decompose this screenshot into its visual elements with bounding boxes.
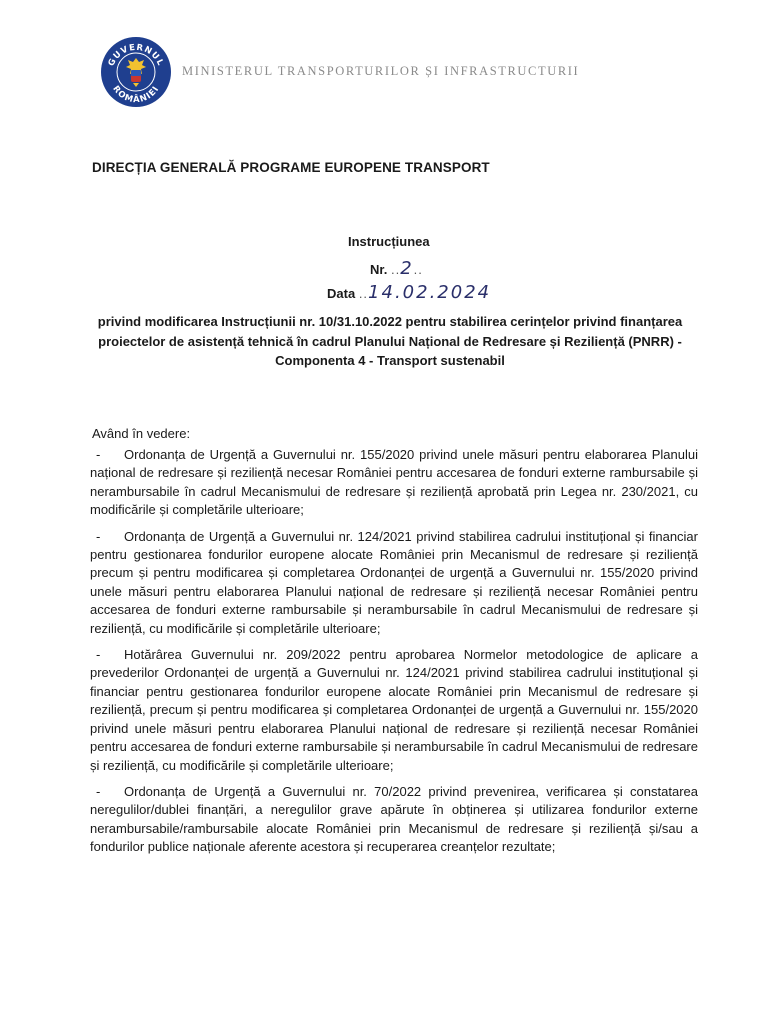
date-handwritten-value: 14.02.2024 (368, 282, 492, 303)
list-item (90, 783, 698, 857)
considering-intro: Având în vedere: (92, 426, 191, 441)
list-bullet: - (96, 528, 101, 544)
instruction-subject: privind modificarea Instrucțiunii nr. 10/31.10.2022 pentru stabilirea cerințelor privind finanțarea proiectelor de asistență tehnică în cadrul Planului Național de Redresare și Reziliență (PNRR) - Componenta 4 - Transport sustenabil (97, 314, 683, 368)
seal-text-bottom: ROMÂNIEI (110, 84, 162, 106)
list-item (90, 528, 698, 638)
instruction-number: Nr. ..2.. (370, 258, 423, 279)
instruction-title: Instrucțiunea (348, 234, 430, 249)
guvernul-romaniei-seal-icon (100, 36, 172, 108)
data-label: Data (327, 286, 356, 301)
list-item (90, 646, 698, 775)
seal-text-top: GUVERNUL (106, 42, 166, 69)
list-item-text: Ordonanța de Urgență a Guvernului nr. 124/2021 privind stabilirea cadrului instituțional și financiar pentru gestionarea fondurilor europene alocate României prin Mecanismul de redresare și reziliență precum și pentru modificarea și completarea Ordonanței de urgență a Guvernului nr. 155/2020 privind unele măsuri pentru elaborarea Planului național de redresare și reziliență necesar României pentru accesarea de fonduri externe rambursabile și nerambursabile în cadrul Mecanismului de redresare și reziliență, cu modificările și completările ulterioare; (90, 528, 698, 636)
instruction-date: Data ..14.02.2024 (327, 282, 492, 303)
directorate-heading: DIRECȚIA GENERALĂ PROGRAME EUROPENE TRANSPORT (92, 160, 490, 175)
list-bullet: - (96, 783, 101, 799)
list-item-text: Hotărârea Guvernului nr. 209/2022 pentru aprobarea Normelor metodologice de aplicare a prevederilor Ordonanței de urgență a Guvernului nr. 124/2021 privind stabilirea cadrului instituțional și financiar pentru gestionarea fondurilor europene alocate României prin Mecanismul de redresare și reziliență, precum și pentru modificarea și completarea Ordonanței de urgență a Guvernului nr. 155/2020 privind unele măsuri pentru elaborarea Planului național de redresare și reziliență necesar României pentru accesarea de fonduri externe rambursabile și nerambursabile în cadrul Mecanismului de redresare și reziliență, cu modificările și completările ulterioare; (90, 647, 698, 773)
list-bullet: - (96, 447, 101, 462)
list-item (90, 446, 698, 520)
document-header (100, 36, 700, 106)
list-item-text: Ordonanța de Urgență a Guvernului nr. 155/2020 privind unele măsuri pentru elaborarea Planului național de redresare și reziliență necesar României pentru accesarea de fonduri externe rambursabile și nerambursabile în cadrul Mecanismului de redresare și reziliență aprobată prin Legea nr. 230/2021, cu modificările și completările ulterioare; (90, 447, 698, 518)
nr-handwritten-value: 2 (400, 258, 414, 279)
ministry-name: MINISTERUL TRANSPORTURILOR ȘI INFRASTRUCTURII (182, 64, 580, 78)
list-bullet: - (96, 647, 101, 663)
legal-basis-list (90, 446, 698, 865)
list-item-text: Ordonanța de Urgență a Guvernului nr. 70/2022 privind prevenirea, verificarea și constatarea neregulilor/dublei finanțări, a neregulilor grave apărute în obținerea și utilizarea fondurilor externe nerambursabile/rambursabile alocate României prin Mecanismul de redresare și reziliență și/sau a fondurilor publice naționale aferente acestora și recuperarea creanțelor rezultate; (90, 783, 698, 855)
nr-label: Nr. (370, 262, 388, 277)
